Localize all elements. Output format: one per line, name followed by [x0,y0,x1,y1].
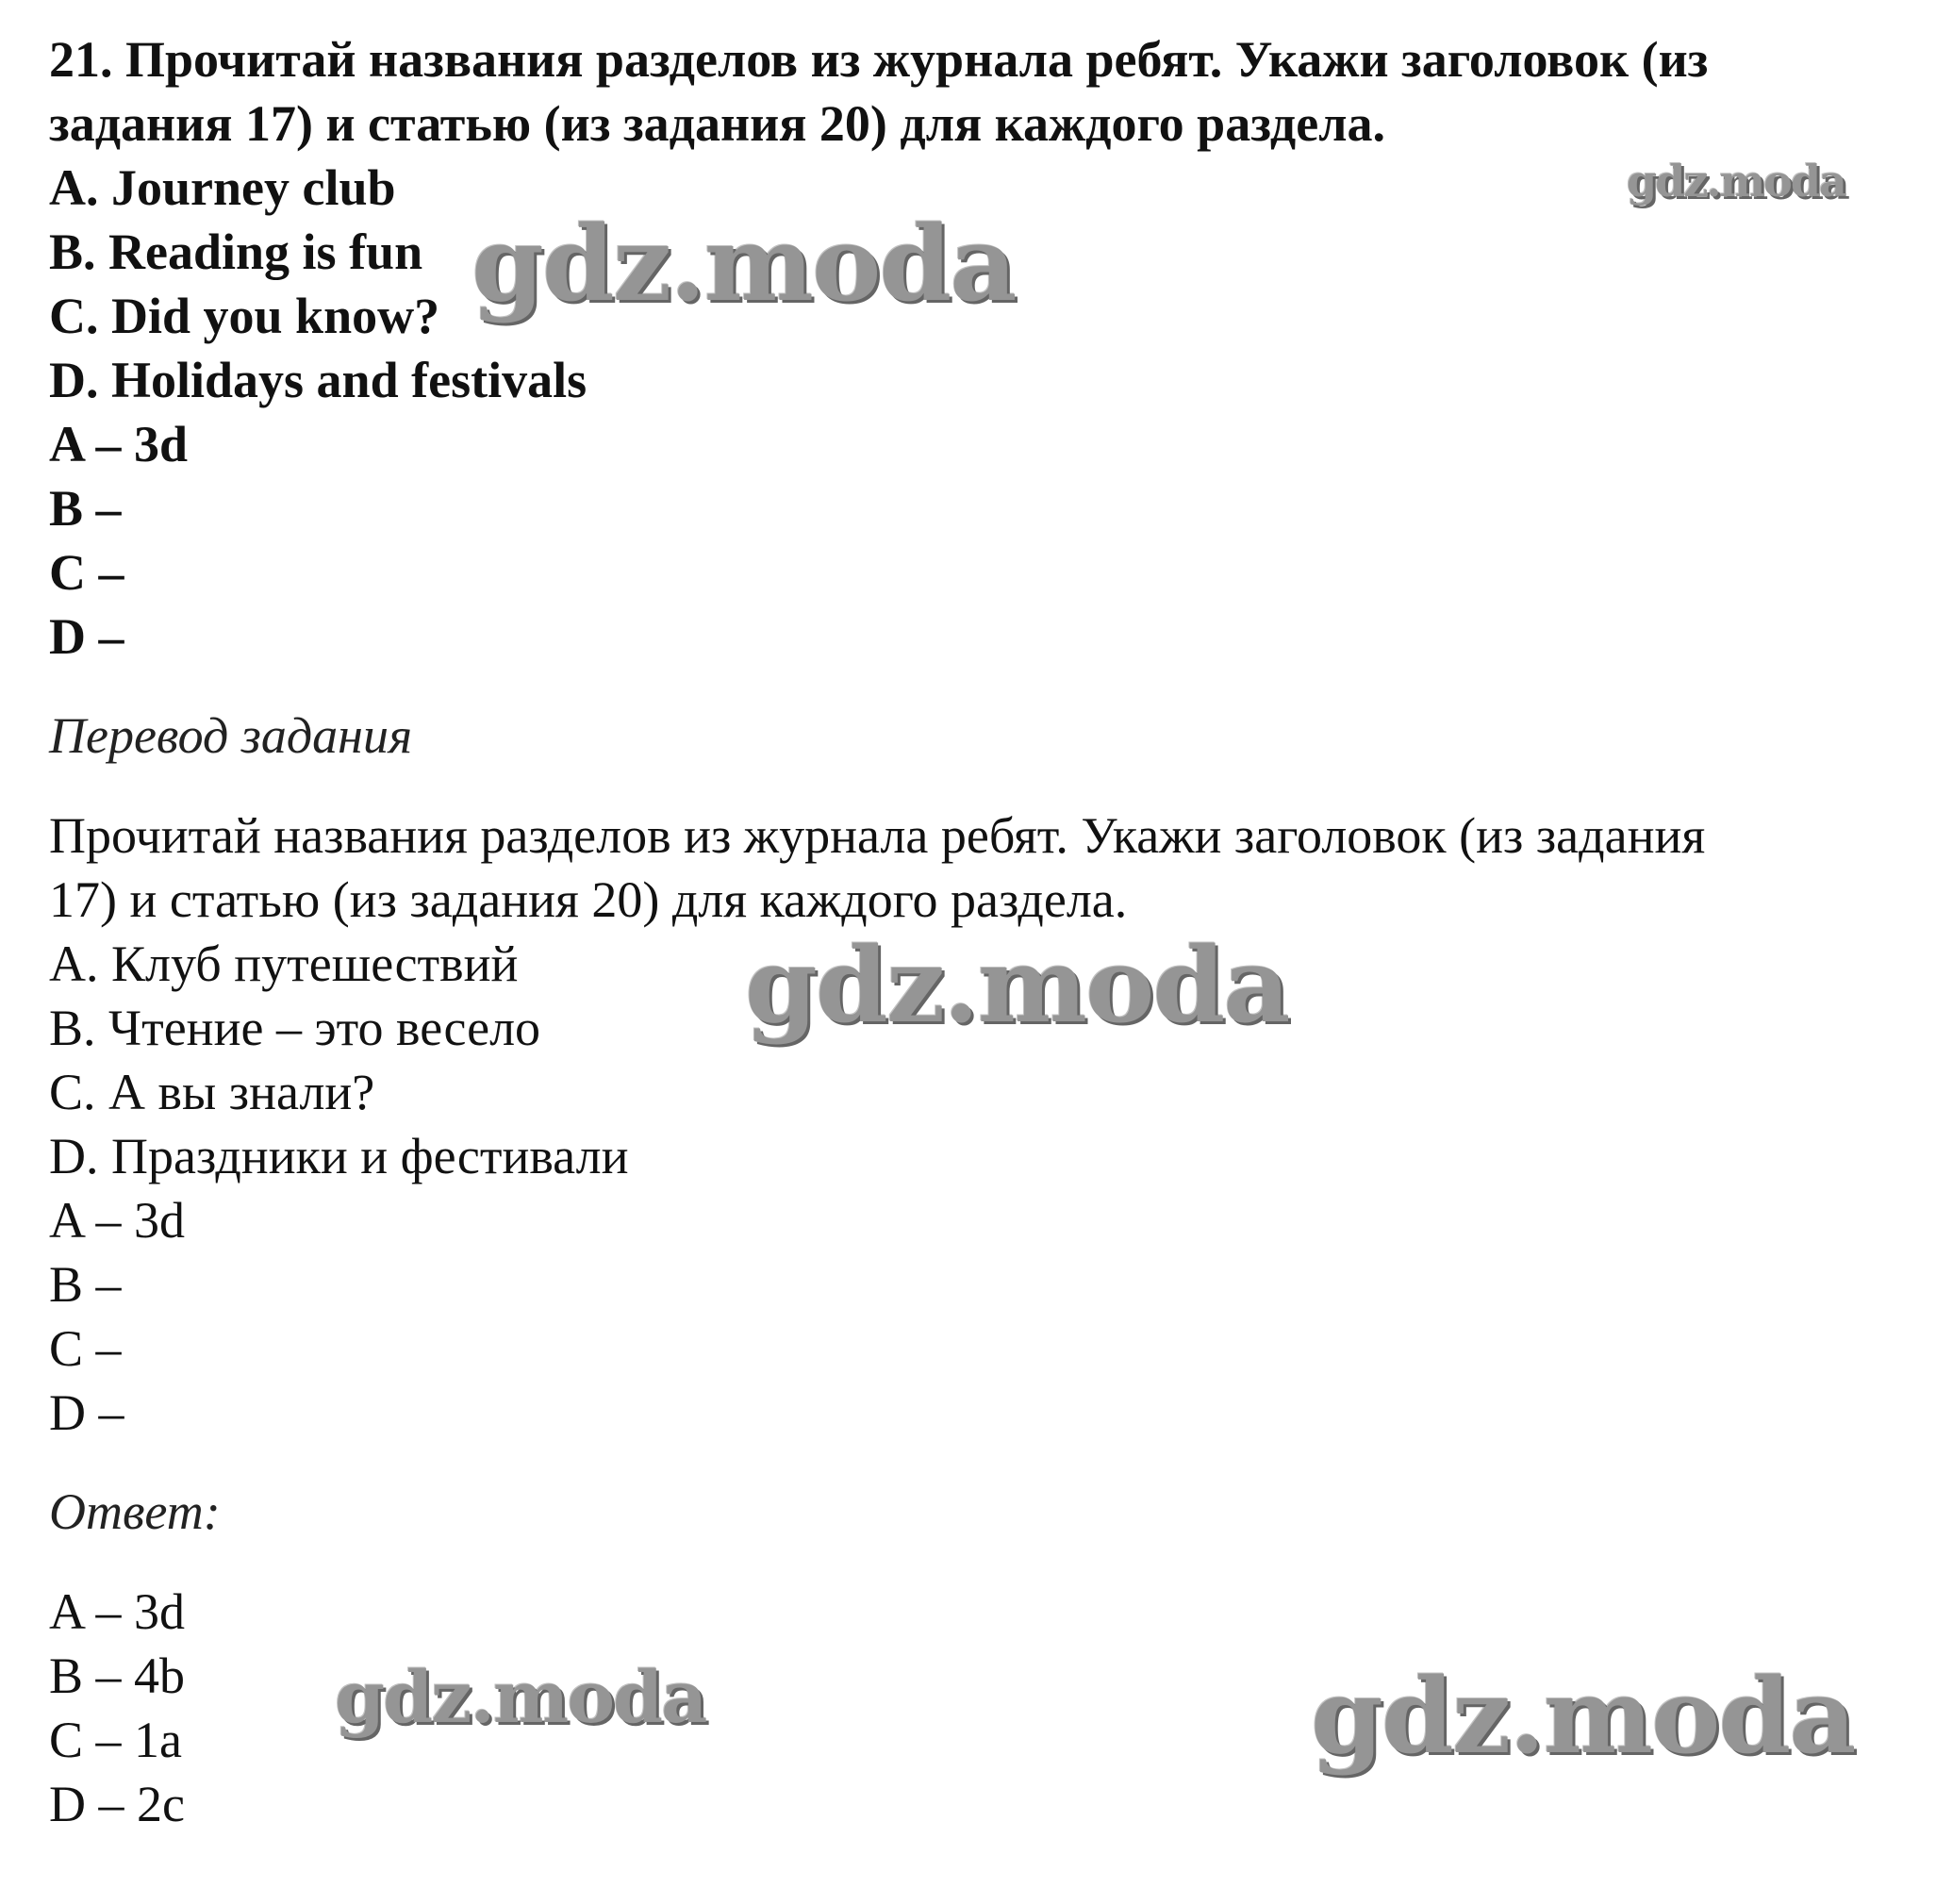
task-title-line-1: 21. Прочитай названия разделов из журнала ребят. Укажи заголовок (из [49,31,1709,88]
task-match-a: A – 3d [49,416,189,472]
task-title-line-2: задания 17) и статью (из задания 20) для каждого раздела. [49,95,1385,152]
watermark: gdz.moda [745,924,1289,1046]
answer-heading: Ответ: [49,1483,221,1540]
watermark: gdz.moda [335,1655,706,1739]
answer-match-b: B – 4b [49,1647,186,1704]
translation-text-line-2: 17) и статью (из задания 20) для каждого раздела. [49,871,1128,928]
answer-match-a: A – 3d [49,1583,186,1640]
answer-match-d: D – 2c [49,1776,185,1832]
task-match-d: D – [49,608,124,665]
task-option-c: C. Did you know? [49,288,440,344]
watermark: gdz.moda [1311,1655,1855,1777]
watermark: gdz.moda [472,203,1016,324]
translation-option-c: C. А вы знали? [49,1064,375,1120]
task-option-a: A. Journey club [49,159,396,216]
translation-option-d: D. Праздники и фестивали [49,1128,629,1184]
translation-heading: Перевод задания [49,707,413,764]
task-match-b: B – [49,480,122,537]
translation-match-c: C – [49,1320,122,1377]
task-option-d: D. Holidays and festivals [49,352,587,408]
translation-option-b: B. Чтение – это весело [49,1000,541,1056]
task-option-b: B. Reading is fun [49,224,423,280]
task-match-c: C – [49,544,124,601]
translation-text-line-1: Прочитай названия разделов из журнала ребят. Укажи заголовок (из задания [49,807,1706,864]
answer-match-c: C – 1a [49,1712,182,1768]
translation-match-a: A – 3d [49,1192,186,1249]
translation-option-a: A. Клуб путешествий [49,935,519,992]
watermark: gdz.moda [1627,156,1845,207]
translation-match-b: B – [49,1256,122,1313]
translation-match-d: D – [49,1384,124,1441]
